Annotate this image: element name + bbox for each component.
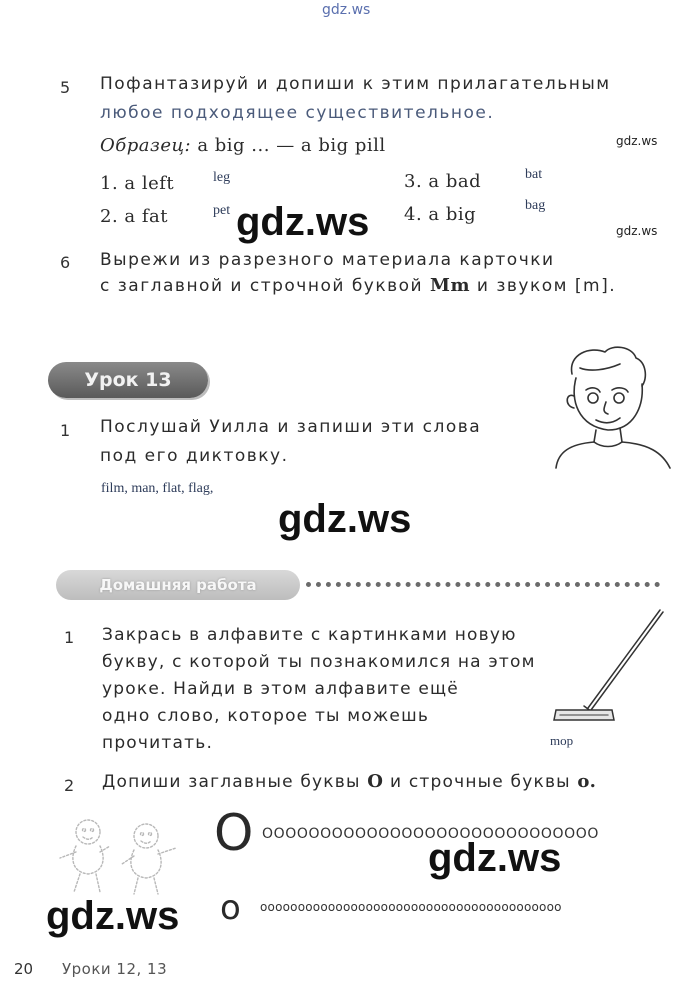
- exercise-5-line-2: любое подходящее существительное.: [100, 103, 495, 123]
- upper-o-row: OOOOOOOOOOOOOOOOOOOOOOOOOOOOO: [262, 826, 599, 842]
- lower-o-sample: o: [220, 888, 241, 928]
- homework-ex2-upper-letter: O: [367, 771, 384, 792]
- homework-ex2-text-mid: и строчные буквы: [390, 772, 571, 792]
- exercise-5-item-3: 3. a bad: [404, 171, 482, 192]
- watermark-big-4: gdz.ws: [46, 894, 180, 938]
- homework-ex1-line-4: одно слово, которое ты можешь: [102, 706, 430, 726]
- exercise-6-letters: Mm: [430, 275, 470, 296]
- upper-o-sample: O: [214, 804, 254, 862]
- homework-ex1-line-3: уроке. Найди в этом алфавите ещё: [102, 679, 459, 699]
- lesson-ex1-line-1: Послушай Уилла и запиши эти слова: [100, 417, 482, 437]
- homework-title: Домашняя работа: [56, 570, 300, 600]
- watermark-big-2: gdz.ws: [278, 497, 412, 541]
- exercise-5-number: 5: [60, 78, 71, 97]
- homework-ex2-text-pre: Допиши заглавные буквы: [102, 772, 361, 792]
- homework-ex2-lower-letter: o.: [577, 771, 597, 792]
- mop-icon: [548, 606, 668, 732]
- lesson-title: Урок 13: [48, 362, 208, 398]
- page-number: 20: [14, 960, 34, 978]
- boy-icon: [550, 344, 680, 470]
- exercise-5-sample: [100, 135, 386, 156]
- watermark-big-3: gdz.ws: [428, 836, 562, 880]
- homework-ex1-line-1: Закрась в алфавите с картинками новую: [102, 625, 517, 645]
- homework-divider: [306, 582, 660, 587]
- homework-ex1-number: 1: [64, 628, 75, 647]
- exercise-6-line-2-pre: с заглавной и строчной буквой: [100, 276, 424, 296]
- exercise-5-line-1: Пофантазируй и допиши к этим прилагательным: [100, 74, 611, 94]
- lesson-ex1-answer: film, man, flat, flag,: [101, 481, 214, 496]
- homework-ex1-line-5: прочитать.: [102, 733, 214, 753]
- watermark-big-1: gdz.ws: [236, 200, 370, 244]
- exercise-5-answer-1: leg: [213, 170, 231, 185]
- footer-section: Уроки 12, 13: [62, 960, 168, 978]
- homework-ex2-number: 2: [64, 776, 75, 795]
- exercise-5-item-2: 2. a fat: [100, 206, 168, 227]
- lesson-ex1-number: 1: [60, 421, 71, 440]
- sample-text: a big ... — a big pill: [197, 135, 386, 156]
- mop-caption: mop: [550, 733, 574, 748]
- homework-ex2-instruction: [102, 768, 662, 796]
- exercise-6-number: 6: [60, 253, 71, 272]
- exercise-5-item-1: 1. a left: [100, 173, 175, 194]
- children-illustration-icon: [50, 812, 190, 898]
- exercise-5-answer-4: bag: [525, 198, 546, 213]
- exercise-6-line-2: [100, 272, 670, 300]
- exercise-5-answer-2: pet: [213, 203, 231, 218]
- exercise-5-item-4: 4. a big: [404, 204, 477, 225]
- lesson-ex1-line-2: под его диктовку.: [100, 446, 289, 466]
- lower-o-row: oooooooooooooooooooooooooooooooooooooooo: [260, 900, 562, 914]
- watermark-small-1: gdz.ws: [616, 134, 658, 148]
- exercise-5-answer-3: bat: [525, 167, 543, 182]
- watermark-top: gdz.ws: [322, 2, 371, 18]
- homework-ex1-line-2: букву, с которой ты познакомился на этом: [102, 652, 536, 672]
- exercise-6-line-2-post: и звуком [m].: [476, 276, 617, 296]
- watermark-small-2: gdz.ws: [616, 224, 658, 238]
- exercise-6-line-1: Вырежи из разрезного материала карточки: [100, 250, 555, 270]
- sample-label: Образец:: [100, 135, 192, 156]
